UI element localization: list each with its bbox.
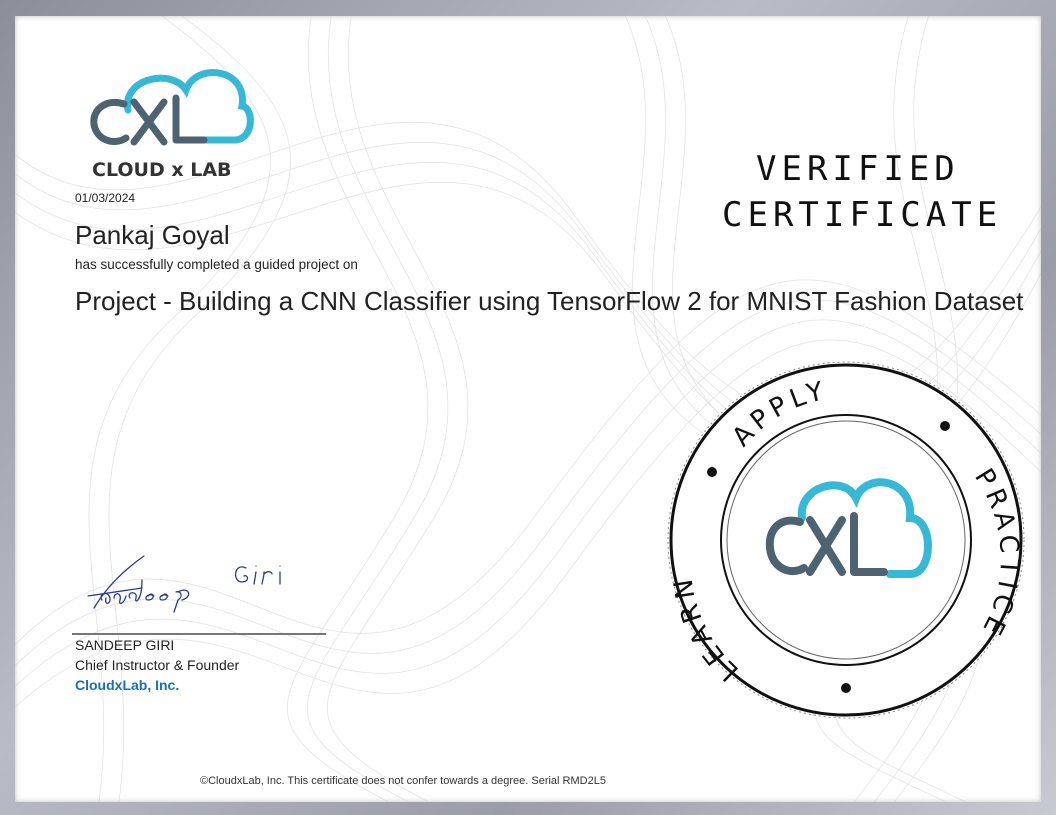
signer-title: Chief Instructor & Founder <box>75 657 240 673</box>
verified-line-2: CERTIFICATE <box>722 195 1003 235</box>
project-title: Project - Building a CNN Classifier using TensorFlow 2 for MNIST Fashion Dataset <box>75 286 1024 316</box>
footer-disclaimer: ©CloudxLab, Inc. This certificate does not confer towards a degree. Serial RMD2L5 <box>200 775 606 787</box>
logo-l-letter <box>176 98 204 140</box>
seal-dot-bottom <box>841 683 851 693</box>
logo-x-letter <box>134 102 164 142</box>
issue-date: 01/03/2024 <box>75 191 136 205</box>
signature-line <box>72 633 326 635</box>
cloudxlab-logo <box>76 58 256 184</box>
seal-dot-left <box>707 467 717 477</box>
verified-line-1: VERIFIED <box>756 149 960 189</box>
logo-c-letter <box>94 102 126 141</box>
completion-text: has successfully completed a guided project on <box>75 257 358 272</box>
learn-apply-practice-seal <box>664 358 1028 722</box>
seal-dot-right <box>940 421 950 431</box>
seal-word-apply: APPLY <box>726 375 831 453</box>
verified-certificate-heading <box>722 146 1003 238</box>
signer-organization-link[interactable]: CloudxLab, Inc. <box>75 677 180 693</box>
seal-word-learn: LEARN <box>667 572 745 687</box>
signer-name: SANDEEP GIRI <box>75 637 175 653</box>
handwritten-signature <box>84 548 304 628</box>
seal-word-practice: PRACTICE <box>968 463 1025 644</box>
logo-wordmark: CLOUD x LAB <box>92 159 232 181</box>
recipient-name: Pankaj Goyal <box>75 220 230 250</box>
